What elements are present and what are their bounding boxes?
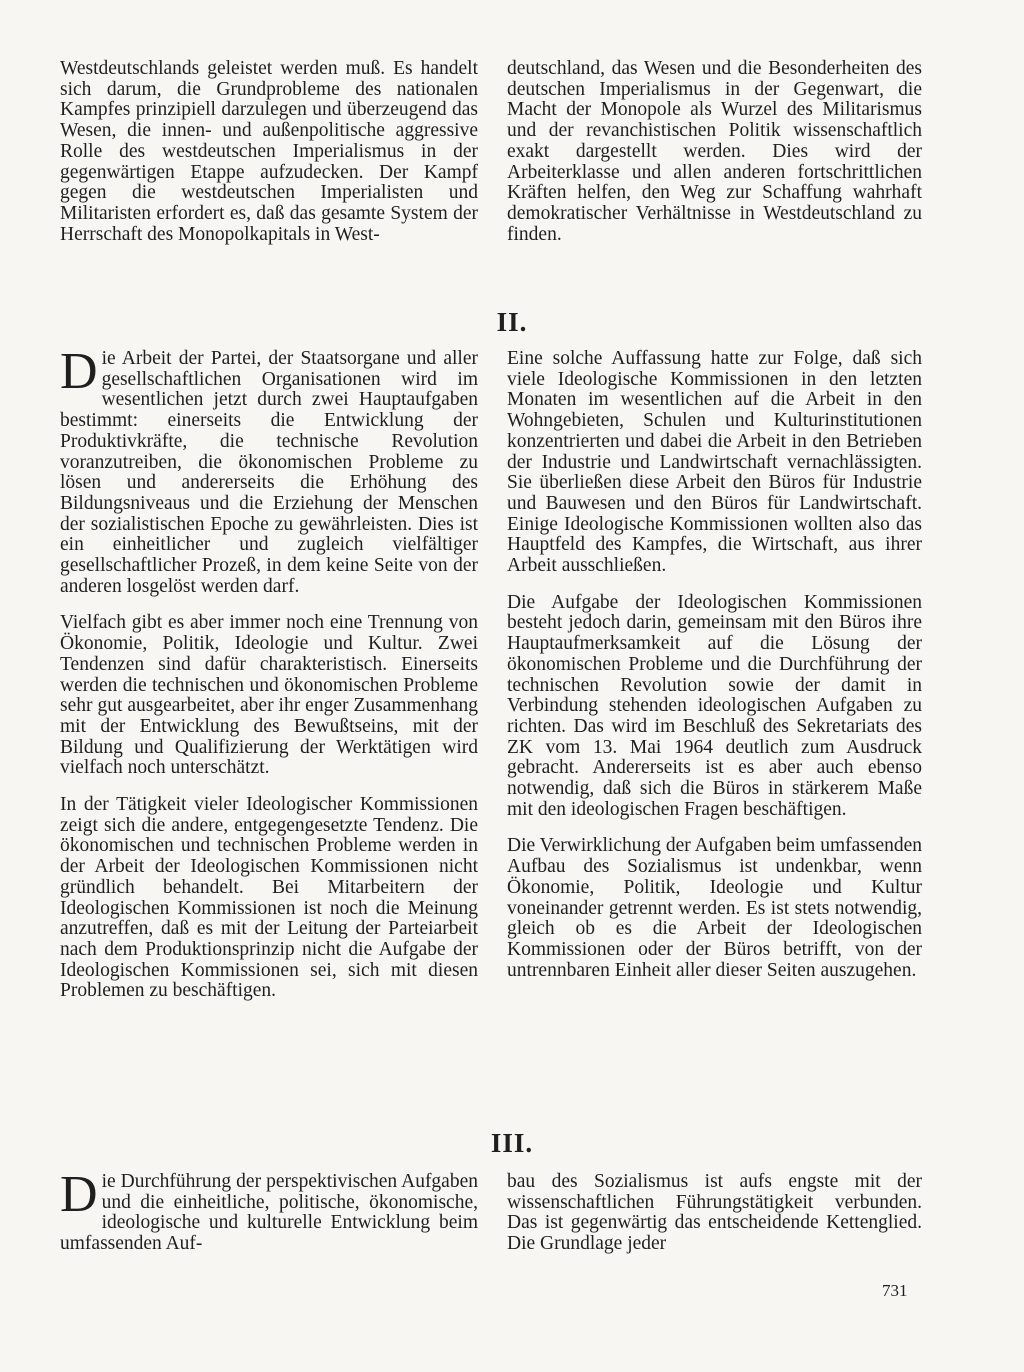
section-heading-2: II. xyxy=(496,307,528,337)
body-paragraph: bau des Sozialismus ist aufs engste mit der wissenschaftlichen Führungstätigkeit verbunden. Das ist gegenwärtig das entscheidende Kettenglied. Die Grundlage jeder xyxy=(507,1171,922,1255)
top-left-column xyxy=(60,59,478,245)
drop-cap: D xyxy=(60,343,98,400)
body-paragraph: Eine solche Auffassung hatte zur Folge, daß sich viele Ideologische Kommissionen in den letzten Monaten im wesentlichen auf die Arbeit in den Wohngebieten, Schulen und Kulturinstitutionen konzentrierten und dabei die Arbeit in den Betrieben der Industrie und Landwirtschaft vernachlässigten. Sie überließen diese Arbeit den Büros für Industrie und Bauwesen und den Büros für Landwirtschaft. Einige Ideologische Kommissionen wollten also das Hauptfeld des Kampfes, die Wirtschaft, aus ihrer Arbeit ausschließen. xyxy=(507,348,922,577)
section-3-right-column xyxy=(507,1172,922,1255)
body-paragraph: Die Verwirklichung der Aufgaben beim umfassenden Aufbau des Sozialismus ist undenkbar, wenn Ökonomie, Politik, Ideologie und Kultur voneinander getrennt werden. Es ist stets notwendig, gleich ob es die Arbeit der Ideologischen Kommissionen oder der Büros betrifft, von der untrennbaren Einheit aller dieser Seiten auszugehen. xyxy=(507,835,922,981)
body-paragraph: Die Durchführung der perspektivischen Aufgaben und die einheitliche, politische, ökonomische, ideologische und kulturelle Entwicklung beim umfassenden Auf- xyxy=(60,1166,478,1255)
top-right-column xyxy=(507,59,922,245)
body-paragraph: In der Tätigkeit vieler Ideologischer Kommissionen zeigt sich die andere, entgegengesetzte Tendenz. Die ökonomischen und technischen Probleme werden in der Arbeit der Ideologischen Kommissionen nicht gründlich behandelt. Bei Mitarbeitern der Ideologischen Kommissionen ist noch die Meinung anzutreffen, daß es mit der Leitung der Parteiarbeit nach dem Produktionsprinzip nicht die Aufgabe der Ideologischen Kommissionen sei, sich mit diesen Problemen zu beschäftigen. xyxy=(60,794,478,1002)
page-number: 731 xyxy=(882,1281,908,1300)
body-paragraph: Die Aufgabe der Ideologischen Kommissionen besteht jedoch darin, gemeinsam mit den Büros ihre Hauptaufmerksamkeit auf die Lösung der ökonomischen Probleme und die Durchführung der technischen Revolution sowie der damit in Verbindung stehenden ideologischen Aufgaben zu richten. Das wird im Beschluß des Sekretariats des ZK vom 13. Mai 1964 deutlich zum Ausdruck gebracht. Andererseits ist es aber auch ebenso notwendig, daß sich die Büros in stärkerem Maße mit den ideologischen Fragen beschäftigen. xyxy=(507,591,922,820)
body-paragraph: Westdeutschlands geleistet werden muß. Es handelt sich darum, die Grundprobleme des nationalen Kampfes prinzipiell darzulegen und überzeugend das Wesen, die innen- und außenpolitische aggressive Rolle des westdeutschen Imperialismus in der gegenwärtigen Etappe aufzudecken. Der Kampf gegen die westdeutschen Imperialisten und Militaristen erfordert es, daß das gesamte System der Herrschaft des Monopolkapitals in West- xyxy=(60,58,478,245)
section-heading-3: III. xyxy=(490,1128,534,1158)
body-paragraph: Die Arbeit der Partei, der Staatsorgane und aller gesellschaftlichen Organisationen wird im wesentlichen jetzt durch zwei Hauptaufgaben bestimmt: einerseits die Entwicklung der Produktivkräfte, die technische Revolution voranzutreiben, die ökonomischen Probleme zu lösen und andererseits die Erhöhung des Bildungsniveaus und die Erziehung der Menschen der sozialistischen Epoche zu gewährleisten. Dies ist ein einheitlicher und zugleich vielfältiger gesellschaftlicher Prozeß, in dem keine Seite von der anderen losgelöst werden darf. xyxy=(60,343,478,597)
section-2-right-column xyxy=(507,349,922,981)
section-3-left-column xyxy=(60,1166,478,1255)
section-2-left-column xyxy=(60,343,478,1002)
body-paragraph: deutschland, das Wesen und die Besonderheiten des deutschen Imperialismus in der Gegenwart, die Macht der Monopole als Wurzel des Militarismus und der revanchistischen Politik wissenschaftlich exakt dargestellt werden. Dies wird der Arbeiterklasse und allen anderen fortschrittlichen Kräften helfen, den Weg zur Schaffung wahrhaft demokratischer Verhältnisse in Westdeutschland zu finden. xyxy=(507,58,922,245)
drop-cap: D xyxy=(60,1166,98,1223)
body-paragraph: Vielfach gibt es aber immer noch eine Trennung von Ökonomie, Politik, Ideologie und Kultur. Zwei Tendenzen sind dafür charakteristisch. Einerseits werden die technischen und ökonomischen Probleme sehr gut ausgearbeitet, aber ihr enger Zusammenhang mit der Entwicklung des Bewußtseins, mit der Bildung und Qualifizierung der Werktätigen wird vielfach noch unterschätzt. xyxy=(60,612,478,779)
